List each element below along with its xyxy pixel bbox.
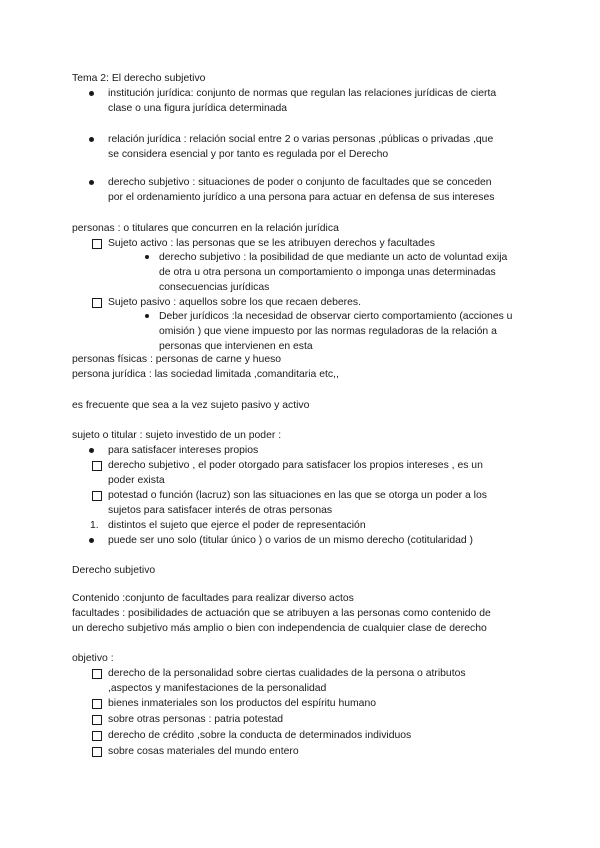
sub-bullet-item-cont: personas que intervienen en esta [159,341,313,352]
numbered-item: distintos el sujeto que ejerce el poder de representación [108,520,366,531]
bullet-item: puede ser uno solo (titular único ) o varios de un mismo derecho (cotitularidad ) [108,535,474,546]
definition-item: relación jurídica : relación social entre 2 o varias personas ,públicas o privadas ,que [108,134,494,145]
personas-intro: personas : o titulares que concurren en la relación jurídica [72,223,339,234]
definition-item-cont: clase o una figura jurídica determinada [108,103,288,114]
definition-item: derecho subjetivo : situaciones de poder o conjunto de facultades que se conceden [108,177,492,188]
checklist-item: sobre otras personas : patria potestad [108,714,284,725]
sub-bullet-item-cont: de otra u otra persona un comportamiento o imponga unas determinadas [159,267,496,278]
definition-item-cont: se considera esencial y por tanto es regulada por el Derecho [108,149,389,160]
sub-bullet-item-cont: omisión ) que viene impuesto por las normas reguladoras de la relación a [159,326,497,337]
facultades-line-cont: un derecho subjetivo más amplio o bien con independencia de cualquier clase de derecho [72,623,487,634]
list-number: 1. [90,520,99,531]
sujeto-titular: sujeto o titular : sujeto investido de un poder : [72,430,282,441]
page-title: Tema 2: El derecho subjetivo [72,73,206,84]
checklist-item: derecho de la personalidad sobre ciertas cualidades de la persona o atributos [108,668,466,679]
checklist-item: sobre cosas materiales del mundo entero [108,746,299,757]
personas-fisicas: personas físicas : personas de carne y hueso [72,354,282,365]
facultades-line: facultades : posibilidades de actuación que se atribuyen a las personas como contenido de [72,608,491,619]
checklist-item-sujeto-activo: Sujeto activo : las personas que se les atribuyen derechos y facultades [108,238,435,249]
objetivo-heading: objetivo : [72,653,114,664]
sub-bullet-item: Deber jurídicos :la necesidad de observar cierto comportamiento (acciones u [159,311,513,322]
persona-juridica: persona jurídica : las sociedad limitada ,comanditaria etc,, [72,369,339,380]
checklist-item-cont: ,aspectos y manifestaciones de la personalidad [108,683,327,694]
checklist-item-cont: sujetos para satisfacer interés de otras personas [108,505,333,516]
definition-item-cont: por el ordenamiento jurídico a una persona para actuar en defensa de sus intereses [108,192,495,203]
frecuente-note: es frecuente que sea a la vez sujeto pasivo y activo [72,400,310,411]
sub-bullet-item: derecho subjetivo : la posibilidad de que mediante un acto de voluntad exija [159,252,508,263]
bullet-item: para satisfacer intereses propios [108,445,259,456]
definition-item: institución jurídica: conjunto de normas que regulan las relaciones jurídicas de cierta [108,88,497,99]
checklist-item-sujeto-pasivo: Sujeto pasivo : aquellos sobre los que recaen deberes. [108,297,362,308]
checklist-item-cont: poder exista [108,475,165,486]
checklist-item: derecho subjetivo , el poder otorgado para satisfacer los propios intereses , es un [108,460,483,471]
sub-bullet-item-cont: consecuencias jurídicas [159,282,270,293]
contenido-line: Contenido :conjunto de facultades para realizar diverso actos [72,593,354,604]
checklist-item: potestad o función (lacruz) son las situaciones en las que se otorga un poder a los [108,490,487,501]
checklist-item: derecho de crédito ,sobre la conducta de determinados individuos [108,730,412,741]
section-title: Derecho subjetivo [72,565,156,576]
checklist-item: bienes inmateriales son los productos del espíritu humano [108,698,377,709]
